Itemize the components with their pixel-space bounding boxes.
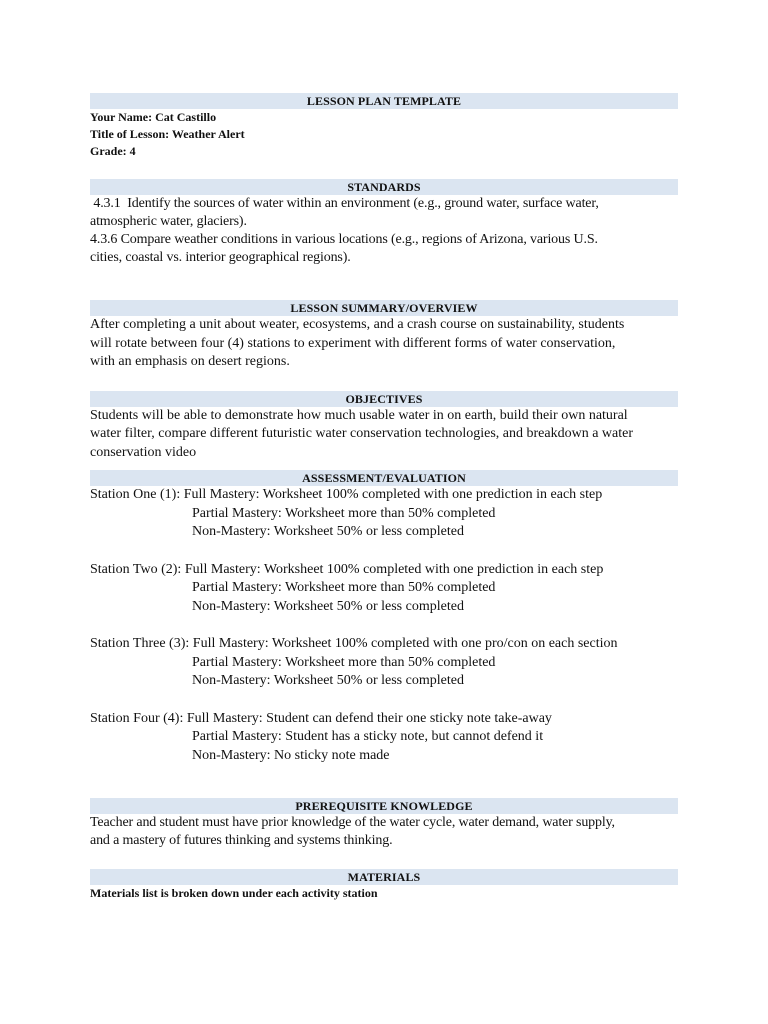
non-mastery-criteria: Non-Mastery: Worksheet 50% or less completed	[192, 673, 464, 688]
materials-note: Materials list is broken down under each activity station	[90, 886, 378, 900]
materials-heading: MATERIALS	[90, 869, 678, 885]
prerequisite-text	[90, 814, 678, 850]
full-mastery-criteria: Full Mastery: Worksheet 100% completed with one prediction in each step	[183, 487, 603, 502]
standards-line: 4.3.6 Compare weather conditions in various locations (e.g., regions of Arizona, various U.S.	[90, 232, 598, 247]
partial-mastery-criteria: Partial Mastery: Student has a sticky note, but cannot defend it	[192, 729, 544, 744]
standards-heading: STANDARDS	[90, 179, 678, 195]
station-label: Station Three (3):	[90, 636, 193, 651]
standards-line: 4.3.1 Identify the sources of water within an environment (e.g., ground water, surface water,	[90, 196, 599, 211]
objectives-text	[90, 407, 678, 463]
objectives-line: water filter, compare different futuristic water conservation technologies, and breakdown a water	[90, 426, 634, 441]
summary-line: will rotate between four (4) stations to experiment with different forms of water conservation,	[90, 335, 616, 351]
summary-heading: LESSON SUMMARY/OVERVIEW	[90, 300, 678, 316]
standards-line: atmospheric water, glaciers).	[90, 214, 247, 229]
grade-line: Grade: 4	[90, 144, 136, 158]
non-mastery-criteria: Non-Mastery: Worksheet 50% or less completed	[192, 598, 464, 614]
lesson-title-line: Title of Lesson: Weather Alert	[90, 127, 245, 141]
station-two-assessment	[90, 561, 678, 617]
non-mastery-criteria: Non-Mastery: No sticky note made	[192, 747, 390, 763]
full-mastery-criteria: Full Mastery: Student can defend their one sticky note take-away	[186, 710, 552, 726]
partial-mastery-criteria: Partial Mastery: Worksheet more than 50% completed	[192, 654, 496, 670]
full-mastery-criteria: Full Mastery: Worksheet 100% completed with one prediction in each step	[184, 561, 604, 577]
prerequisite-line: and a mastery of futures thinking and systems thinking.	[90, 833, 393, 848]
station-three-assessment	[90, 635, 678, 691]
summary-line: After completing a unit about weater, ecosystems, and a crash course on sustainability, students	[90, 317, 625, 332]
full-mastery-criteria: Full Mastery: Worksheet 100% completed with one pro/con on each section	[192, 636, 618, 651]
objectives-line: conservation video	[90, 444, 197, 460]
partial-mastery-criteria: Partial Mastery: Worksheet more than 50% completed	[192, 580, 496, 595]
station-one-assessment	[90, 486, 678, 542]
standards-line: cities, coastal vs. interior geographical regions).	[90, 250, 351, 265]
station-label: Station One (1):	[90, 487, 184, 502]
teacher-name-line: Your Name: Cat Castillo	[90, 110, 217, 124]
non-mastery-criteria: Non-Mastery: Worksheet 50% or less completed	[192, 524, 464, 539]
prerequisite-heading: PREREQUISITE KNOWLEDGE	[90, 798, 678, 814]
assessment-heading: ASSESSMENT/EVALUATION	[90, 470, 678, 486]
partial-mastery-criteria: Partial Mastery: Worksheet more than 50% completed	[192, 505, 496, 521]
prerequisite-line: Teacher and student must have prior knowledge of the water cycle, water demand, water supply,	[90, 815, 615, 830]
station-label: Station Four (4):	[90, 710, 187, 726]
standards-text	[90, 195, 678, 267]
objectives-heading: OBJECTIVES	[90, 391, 678, 407]
station-label: Station Two (2):	[90, 561, 185, 577]
lesson-plan-page	[90, 93, 678, 902]
station-four-assessment	[90, 710, 678, 766]
summary-line: with an emphasis on desert regions.	[90, 354, 290, 369]
lesson-plan-title: LESSON PLAN TEMPLATE	[90, 93, 678, 109]
summary-text	[90, 316, 678, 372]
objectives-line: Students will be able to demonstrate how much usable water in on earth, build their own natural	[90, 407, 628, 423]
